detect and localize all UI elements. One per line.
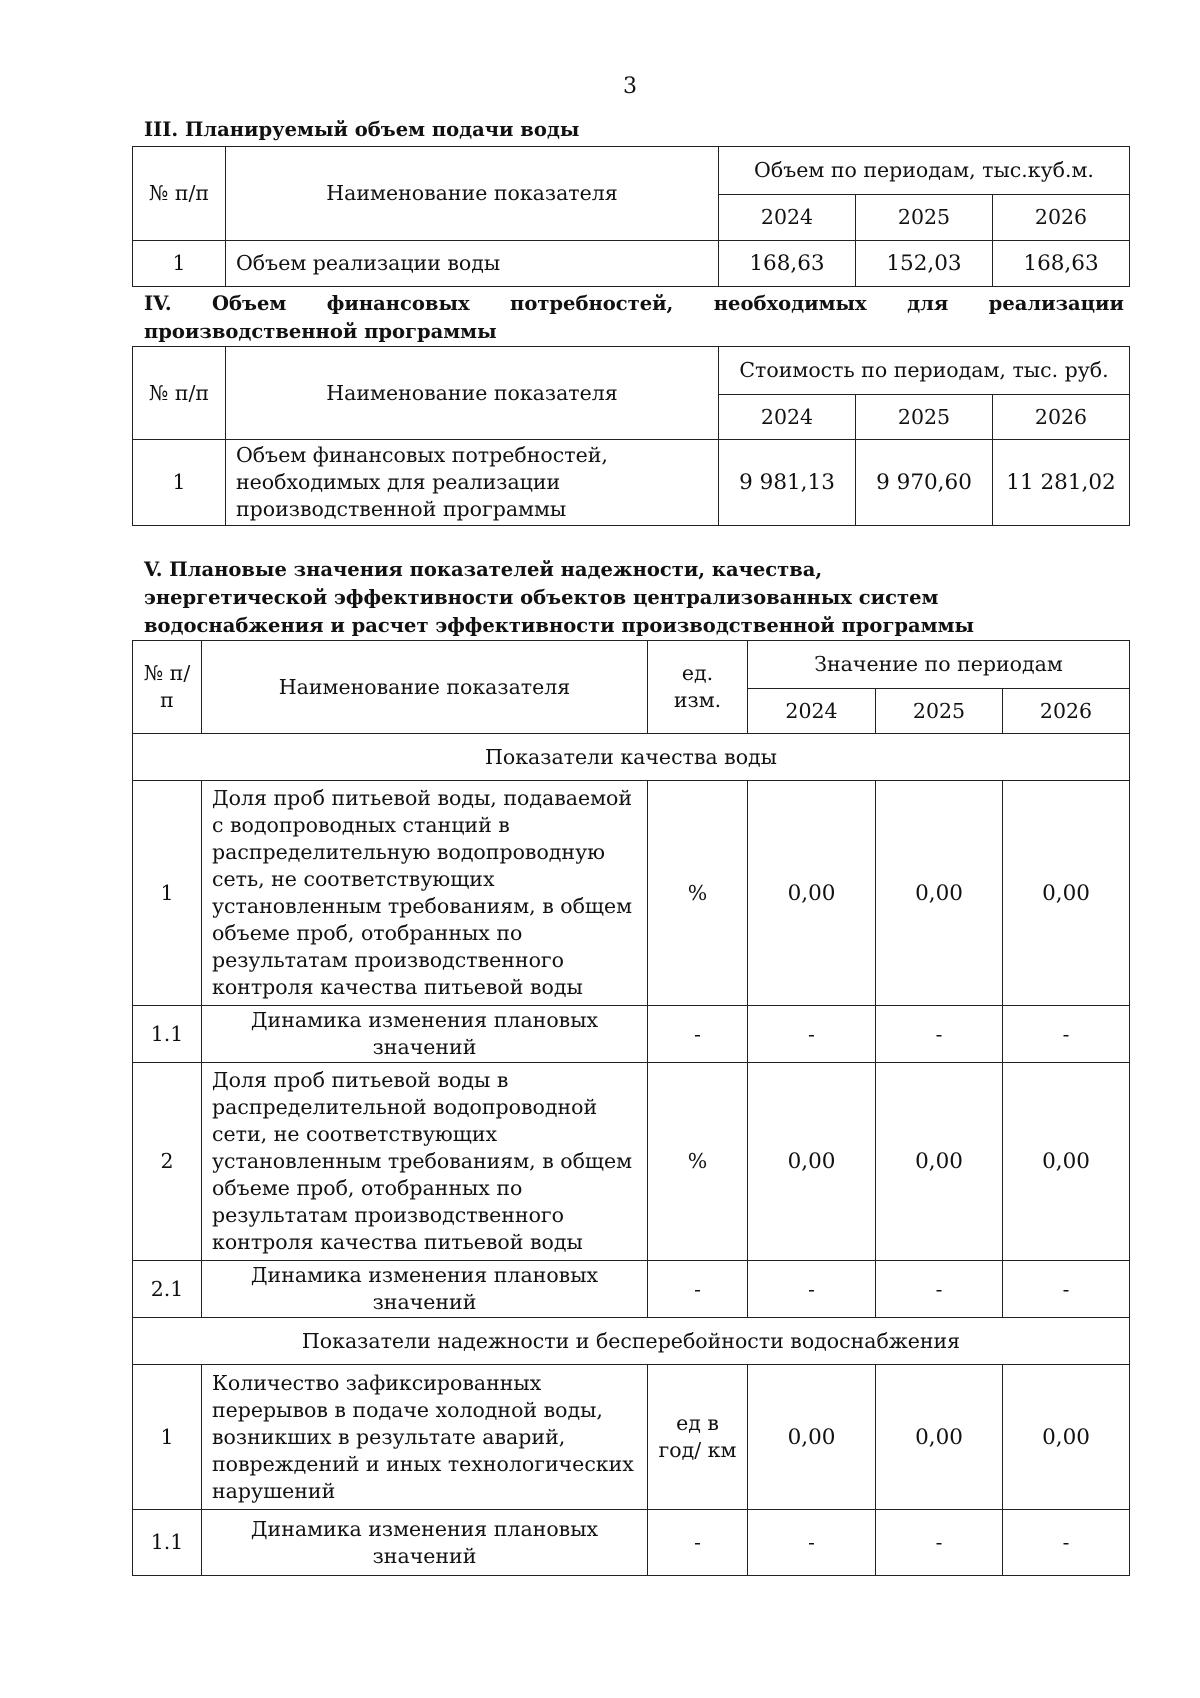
row-unit: ед в год/ км — [648, 1365, 748, 1510]
row-value: 9 970,60 — [856, 440, 993, 526]
col-header-period-group: Объем по периодам, тыс.куб.м. — [719, 147, 1130, 195]
col-header-year: 2026 — [1003, 689, 1130, 734]
section-4-title: IV. Объем финансовых потребностей, необходимых для реализации производственной программы — [144, 292, 1124, 343]
row-name: Динамика изменения плановых значений — [202, 1510, 648, 1576]
section-4-table — [132, 346, 1130, 526]
group-header-quality: Показатели качества воды — [133, 734, 1130, 781]
table-row — [133, 781, 1130, 1006]
page-number: 3 — [623, 74, 637, 99]
row-num: 1.1 — [133, 1510, 202, 1576]
col-header-name: Наименование показателя — [226, 347, 719, 440]
row-num: 1 — [133, 440, 226, 526]
col-header-period-group: Стоимость по периодам, тыс. руб. — [719, 347, 1130, 395]
col-header-year: 2026 — [993, 195, 1130, 241]
col-header-num: № п/п — [133, 147, 226, 241]
table-row — [133, 440, 1130, 526]
row-value: 0,00 — [876, 1063, 1003, 1261]
row-name: Количество зафиксированных перерывов в подаче холодной воды, возникших в результате аварий, повреждений и иных технологических нарушений — [202, 1365, 648, 1510]
table-row — [133, 1063, 1130, 1261]
table-row — [133, 1365, 1130, 1510]
col-header-year: 2024 — [748, 689, 876, 734]
row-value: 9 981,13 — [719, 440, 856, 526]
row-num: 1 — [133, 1365, 202, 1510]
row-value: - — [1003, 1006, 1130, 1063]
table-row — [133, 241, 1130, 287]
row-value: 0,00 — [748, 781, 876, 1006]
table-row — [133, 1261, 1130, 1318]
col-header-year: 2025 — [856, 395, 993, 440]
row-value: - — [876, 1510, 1003, 1576]
section-5-table — [132, 640, 1130, 1576]
row-value: 0,00 — [1003, 1365, 1130, 1510]
row-value: - — [1003, 1261, 1130, 1318]
table-row — [133, 1006, 1130, 1063]
row-value: 0,00 — [1003, 781, 1130, 1006]
col-header-name: Наименование показателя — [202, 641, 648, 734]
section-3-title: III. Планируемый объем подачи воды — [144, 118, 580, 141]
section-5-title: V. Плановые значения показателей надежности, качества, энергетической эффективности объектов централизованных систем водоснабжения и расчет эффективности производственной программы — [144, 558, 975, 637]
row-value: 0,00 — [748, 1365, 876, 1510]
row-value: - — [876, 1261, 1003, 1318]
row-value: 168,63 — [993, 241, 1130, 287]
row-value: 168,63 — [719, 241, 856, 287]
row-unit: - — [648, 1261, 748, 1318]
row-unit: - — [648, 1510, 748, 1576]
col-header-unit: ед. изм. — [648, 641, 748, 734]
row-num: 1 — [133, 781, 202, 1006]
row-value: 0,00 — [1003, 1063, 1130, 1261]
col-header-num: № п/п — [133, 347, 226, 440]
row-value: - — [876, 1006, 1003, 1063]
section-3-table — [132, 146, 1130, 287]
row-num: 2 — [133, 1063, 202, 1261]
row-value: 11 281,02 — [993, 440, 1130, 526]
row-value: - — [748, 1510, 876, 1576]
row-value: - — [748, 1006, 876, 1063]
row-value: 0,00 — [876, 781, 1003, 1006]
col-header-period-group: Значение по периодам — [748, 641, 1130, 689]
col-header-name: Наименование показателя — [226, 147, 719, 241]
col-header-year: 2025 — [856, 195, 993, 241]
col-header-num: № п/п — [133, 641, 202, 734]
row-name: Динамика изменения плановых значений — [202, 1006, 648, 1063]
col-header-year: 2024 — [719, 395, 856, 440]
table-row — [133, 1510, 1130, 1576]
group-header-reliability: Показатели надежности и бесперебойности водоснабжения — [133, 1318, 1130, 1365]
row-value: - — [748, 1261, 876, 1318]
row-unit: % — [648, 1063, 748, 1261]
row-num: 2.1 — [133, 1261, 202, 1318]
col-header-year: 2025 — [876, 689, 1003, 734]
row-num: 1.1 — [133, 1006, 202, 1063]
row-name: Объем финансовых потребностей, необходимых для реализации производственной программы — [226, 440, 719, 526]
row-name: Доля проб питьевой воды в распределительной водопроводной сети, не соответствующих установленным требованиям, в общем объеме проб, отобранных по результатам производственного контроля качества питьевой воды — [202, 1063, 648, 1261]
row-value: 0,00 — [876, 1365, 1003, 1510]
row-unit: % — [648, 781, 748, 1006]
row-unit: - — [648, 1006, 748, 1063]
row-value: - — [1003, 1510, 1130, 1576]
row-name: Объем реализации воды — [226, 241, 719, 287]
row-num: 1 — [133, 241, 226, 287]
row-value: 152,03 — [856, 241, 993, 287]
row-name: Динамика изменения плановых значений — [202, 1261, 648, 1318]
col-header-year: 2026 — [993, 395, 1130, 440]
row-value: 0,00 — [748, 1063, 876, 1261]
row-name: Доля проб питьевой воды, подаваемой с водопроводных станций в распределительную водопроводную сеть, не соответствующих установленным требованиям, в общем объеме проб, отобранных по результатам производственного контроля качества питьевой воды — [202, 781, 648, 1006]
col-header-year: 2024 — [719, 195, 856, 241]
